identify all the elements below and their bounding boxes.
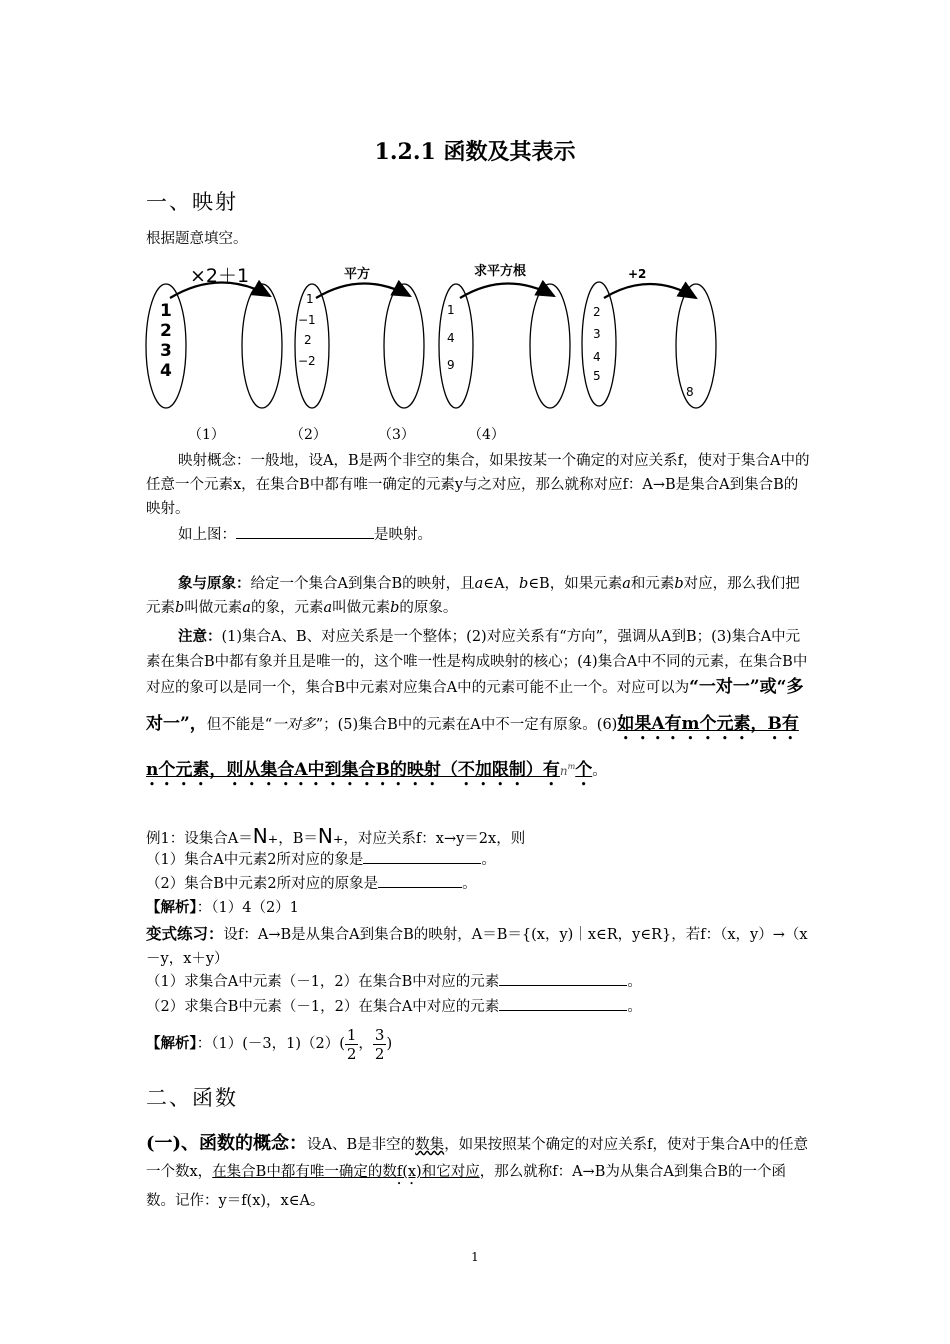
var-b: b	[519, 576, 529, 592]
fraction-denominator: 2	[346, 1044, 357, 1063]
variant-q1	[146, 970, 810, 994]
fraction-numerator: 1	[346, 1025, 357, 1044]
note-paragraph	[146, 624, 810, 793]
text-segment: （1）集合A中元素2所对应的象是	[146, 852, 364, 868]
variant-answer	[146, 1024, 810, 1064]
emphasized-rule: 如果A有m个元素，B有n个元素，则从集合A中到集合B的映射（不加限制）有	[146, 714, 799, 780]
text-segment: 的原象。	[399, 600, 458, 616]
set-element: 4	[160, 361, 172, 381]
text-segment: 。	[627, 974, 642, 990]
text-segment: ，	[358, 1036, 373, 1052]
fill-in-line	[146, 523, 810, 547]
caption-3: （3）	[378, 427, 415, 443]
fill-prefix: 如上图：	[178, 527, 236, 543]
text-segment: ，如果按照某个确定的对应关系f，使对于集合A中的任意一个数x，	[146, 1137, 809, 1180]
set-element: 2	[304, 333, 312, 347]
page-title: 1.2.1 函数及其表示	[374, 139, 576, 165]
fraction-denominator: 2	[374, 1044, 385, 1063]
fraction-one-half	[345, 1026, 359, 1063]
set-element: 3	[160, 341, 172, 361]
text-segment: ：（1）4（2）1	[196, 900, 299, 916]
section-heading-function: 二、函数	[146, 1086, 238, 1110]
text-segment: ∈A，	[483, 576, 520, 592]
emphasized-rule-end: 个	[575, 760, 593, 780]
set-element: 3	[593, 327, 601, 341]
natural-set-symbol: N₊	[252, 824, 279, 848]
text-segment: （2）集合B中元素2所对应的原象是	[146, 876, 379, 892]
power-base: n	[559, 764, 568, 778]
image-preimage-paragraph	[146, 572, 810, 620]
set-element: −1	[298, 313, 316, 327]
text-segment: 叫做元素	[184, 600, 243, 616]
text-segment: 设A、B是非空的	[307, 1137, 416, 1153]
text-segment: （1）求集合A中元素（－1，2）在集合B中对应的元素	[146, 974, 500, 990]
arrow-2	[316, 283, 410, 298]
example-1-answer	[146, 896, 810, 920]
text-segment: ”；(5)集合B中的元素在A中不一定有原象。(6)	[315, 717, 618, 733]
answer-label: 【解析】	[146, 1035, 197, 1052]
text-segment: ，那么就称f：A→B为从集合A到集合B的一个函数。记作：y＝f(x)，x∈A。	[146, 1164, 786, 1209]
term-label: 象与原象：	[178, 575, 251, 592]
example-1-q1	[146, 848, 810, 872]
text-segment: 。	[592, 763, 607, 779]
section-heading-mapping: 一、映射	[146, 190, 238, 214]
answer-blank[interactable]	[499, 996, 627, 1011]
text-segment: 。	[627, 999, 642, 1015]
text-segment: ：（1）(－3，1)（2）(	[196, 1036, 345, 1052]
underlined-term: 和它对应	[421, 1164, 480, 1180]
arrow-label-2: 平方	[344, 267, 371, 282]
set-a-ellipse-4	[582, 282, 616, 406]
mapping-definition: 映射概念：一般地，设A，B是两个非空的集合，如果按某一个确定的对应关系f，使对于集合A中的任意一个元素x，在集合B中都有唯一确定的元素y与之对应，那么就称对应f：A→B是集合A到集合B的映射。	[146, 453, 810, 517]
text-segment: 。	[481, 852, 496, 868]
set-element: 5	[593, 369, 601, 383]
caption-2: （2）	[290, 427, 327, 443]
set-element: 1	[306, 292, 314, 306]
caption-4: （4）	[468, 427, 505, 443]
arrow-label-3: 求平方根	[474, 264, 527, 279]
underlined-term: 数集	[415, 1137, 445, 1153]
var-b: b	[390, 600, 400, 616]
set-element: 4	[447, 331, 455, 345]
natural-set-symbol: N₊	[317, 824, 344, 848]
set-a-ellipse-3	[439, 284, 473, 408]
text-segment: 。	[462, 876, 477, 892]
page-number: 1	[471, 1250, 479, 1264]
text-segment: 叫做元素	[332, 600, 391, 616]
intro-text: 根据题意填空。	[146, 231, 248, 247]
arrow-label-4: +2	[628, 267, 647, 281]
text-segment: 设f：A→B是从集合A到集合B的映射，A＝B＝{(x，y)｜x∈R，y∈R}，若f：（x，y）→（x－y，x＋y）	[146, 927, 808, 967]
example-1-q2	[146, 872, 810, 896]
fraction-three-halves	[373, 1026, 387, 1063]
set-element: 8	[686, 385, 694, 399]
arrow-4	[604, 284, 696, 298]
set-element: −2	[298, 354, 316, 368]
arrow-label-1: ×2＋1	[190, 265, 250, 287]
var-a: a	[474, 576, 484, 592]
text-segment: 的象，元素	[250, 600, 324, 616]
answer-blank[interactable]	[378, 873, 462, 888]
answer-blank[interactable]	[363, 849, 481, 864]
text-segment: ，对应关系f：x→y＝2x，则	[343, 831, 526, 847]
set-b-ellipse-1	[242, 284, 282, 408]
note-label: 注意：	[178, 628, 222, 645]
set-b-ellipse-2	[384, 284, 424, 408]
text-segment: ∈B，如果元素	[528, 576, 623, 592]
underlined-term: 在集合B中都有唯一确定的数	[212, 1164, 397, 1180]
italic-phrase: 一对多	[272, 717, 316, 733]
arrow-3	[460, 283, 554, 298]
variant-q2	[146, 995, 810, 1019]
power-exponent: m	[567, 762, 576, 772]
var-b: b	[674, 576, 684, 592]
mapping-diagrams	[140, 258, 740, 448]
set-element: 1	[160, 301, 172, 321]
var-a: a	[622, 576, 631, 592]
set-b-ellipse-4	[676, 284, 716, 408]
text-segment: 和元素	[630, 576, 675, 592]
set-element: 2	[593, 305, 601, 319]
set-b-ellipse-3	[530, 284, 570, 408]
set-element: 4	[593, 350, 601, 364]
text-segment: )	[386, 1036, 393, 1052]
text-segment: 对应，那么我们把元素	[146, 576, 800, 616]
answer-blank[interactable]	[499, 971, 627, 986]
example-1-line	[146, 824, 810, 851]
text-segment: 给定一个集合A到集合B的映射，且	[250, 576, 475, 592]
concept-label: (一)、函数的概念：	[146, 1133, 308, 1154]
function-concept-paragraph	[146, 1130, 810, 1215]
var-a: a	[323, 600, 333, 616]
text-segment: 但不能是“	[206, 717, 273, 733]
variant-exercise	[146, 922, 810, 971]
var-a: a	[242, 600, 251, 616]
bold-phrase: “一对一”或“多对一”，	[146, 677, 804, 734]
set-element: 9	[447, 358, 455, 372]
underlined-term: f(x)	[396, 1164, 422, 1180]
set-element: 1	[447, 303, 455, 317]
variant-label: 变式练习：	[146, 924, 224, 943]
fraction-numerator: 3	[374, 1025, 385, 1044]
text-segment: （2）求集合B中元素（－1，2）在集合A中对应的元素	[146, 999, 500, 1015]
text-segment: ，B＝	[278, 831, 318, 847]
answer-label: 【解析】	[146, 899, 197, 916]
var-b: b	[175, 600, 185, 616]
fill-suffix: 是映射。	[374, 527, 432, 543]
set-element: 2	[160, 321, 172, 341]
answer-blank[interactable]	[236, 524, 374, 539]
caption-1: （1）	[188, 427, 225, 443]
text-segment: 例1：设集合A＝	[146, 831, 253, 847]
text-segment: (1)集合A、B、对应关系是一个整体；(2)对应关系有“方向”，强调从A到B；(3)集合A中元素在集合B中都有象并且是唯一的，这个唯一性是构成映射的核心；(4)集合A中不同的元素，在集合B中对应的象可以是同一个，集合B中元素对应集合A中的元素可能不止一个。对应可以为	[146, 629, 808, 696]
